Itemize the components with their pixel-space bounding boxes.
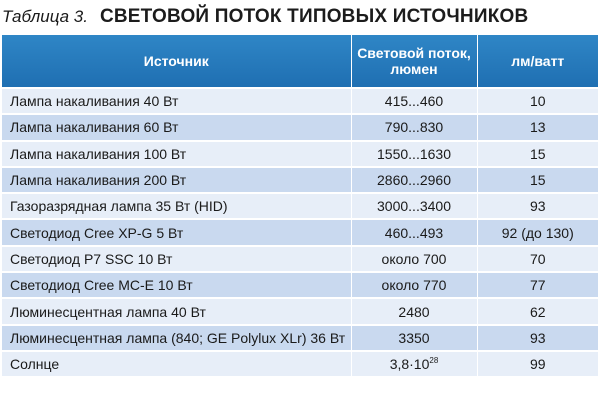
flux-mantissa: 3,8·10	[389, 356, 430, 373]
cell-efficacy: 93	[477, 193, 598, 219]
header-source: Источник	[2, 35, 351, 88]
table-caption	[2, 6, 528, 32]
cell-flux: 460...493	[351, 219, 477, 245]
cell-efficacy: 13	[477, 114, 598, 140]
table-number-label: Таблица 3.	[2, 7, 88, 26]
cell-flux: около 770	[351, 272, 477, 298]
cell-source: Люминесцентная лампа 40 Вт	[2, 298, 351, 324]
cell-source: Светодиод Cree XP-G 5 Вт	[2, 219, 351, 245]
table-row	[2, 88, 598, 114]
table-row	[2, 325, 598, 351]
table-row	[2, 219, 598, 245]
cell-source: Газоразрядная лампа 35 Вт (HID)	[2, 193, 351, 219]
header-efficacy: лм/ватт	[477, 35, 598, 88]
table-row	[2, 114, 598, 140]
cell-efficacy: 15	[477, 167, 598, 193]
cell-flux: 790...830	[351, 114, 477, 140]
table-header-row	[2, 35, 598, 88]
cell-flux: 2860...2960	[351, 167, 477, 193]
table-row	[2, 167, 598, 193]
cell-source: Светодиод Cree MC-E 10 Вт	[2, 272, 351, 298]
cell-efficacy: 93	[477, 325, 598, 351]
cell-source: Лампа накаливания 100 Вт	[2, 141, 351, 167]
table-row	[2, 298, 598, 324]
table-row	[2, 141, 598, 167]
table-row	[2, 193, 598, 219]
cell-efficacy: 10	[477, 88, 598, 114]
cell-efficacy: 99	[477, 351, 598, 377]
luminous-flux-table	[2, 35, 598, 378]
header-flux: Световой поток, люмен	[351, 35, 477, 88]
cell-flux	[351, 351, 477, 377]
cell-source: Лампа накаливания 40 Вт	[2, 88, 351, 114]
cell-efficacy: 92 (до 130)	[477, 219, 598, 245]
table-row	[2, 272, 598, 298]
cell-flux: около 700	[351, 246, 477, 272]
cell-efficacy: 62	[477, 298, 598, 324]
cell-flux: 3350	[351, 325, 477, 351]
cell-efficacy: 70	[477, 246, 598, 272]
cell-source: Солнце	[2, 351, 351, 377]
table-row	[2, 351, 598, 377]
cell-source: Светодиод P7 SSC 10 Вт	[2, 246, 351, 272]
cell-flux: 1550...1630	[351, 141, 477, 167]
cell-flux: 2480	[351, 298, 477, 324]
cell-flux: 415...460	[351, 88, 477, 114]
table-title: СВЕТОВОЙ ПОТОК ТИПОВЫХ ИСТОЧНИКОВ	[99, 6, 529, 27]
cell-flux: 3000...3400	[351, 193, 477, 219]
flux-exponent: 28	[429, 356, 439, 366]
cell-efficacy: 15	[477, 141, 598, 167]
cell-source: Лампа накаливания 200 Вт	[2, 167, 351, 193]
cell-efficacy: 77	[477, 272, 598, 298]
cell-source: Лампа накаливания 60 Вт	[2, 114, 351, 140]
table-row	[2, 246, 598, 272]
cell-source: Люминесцентная лампа (840; GE Polylux XLr) 36 Вт	[2, 325, 351, 351]
